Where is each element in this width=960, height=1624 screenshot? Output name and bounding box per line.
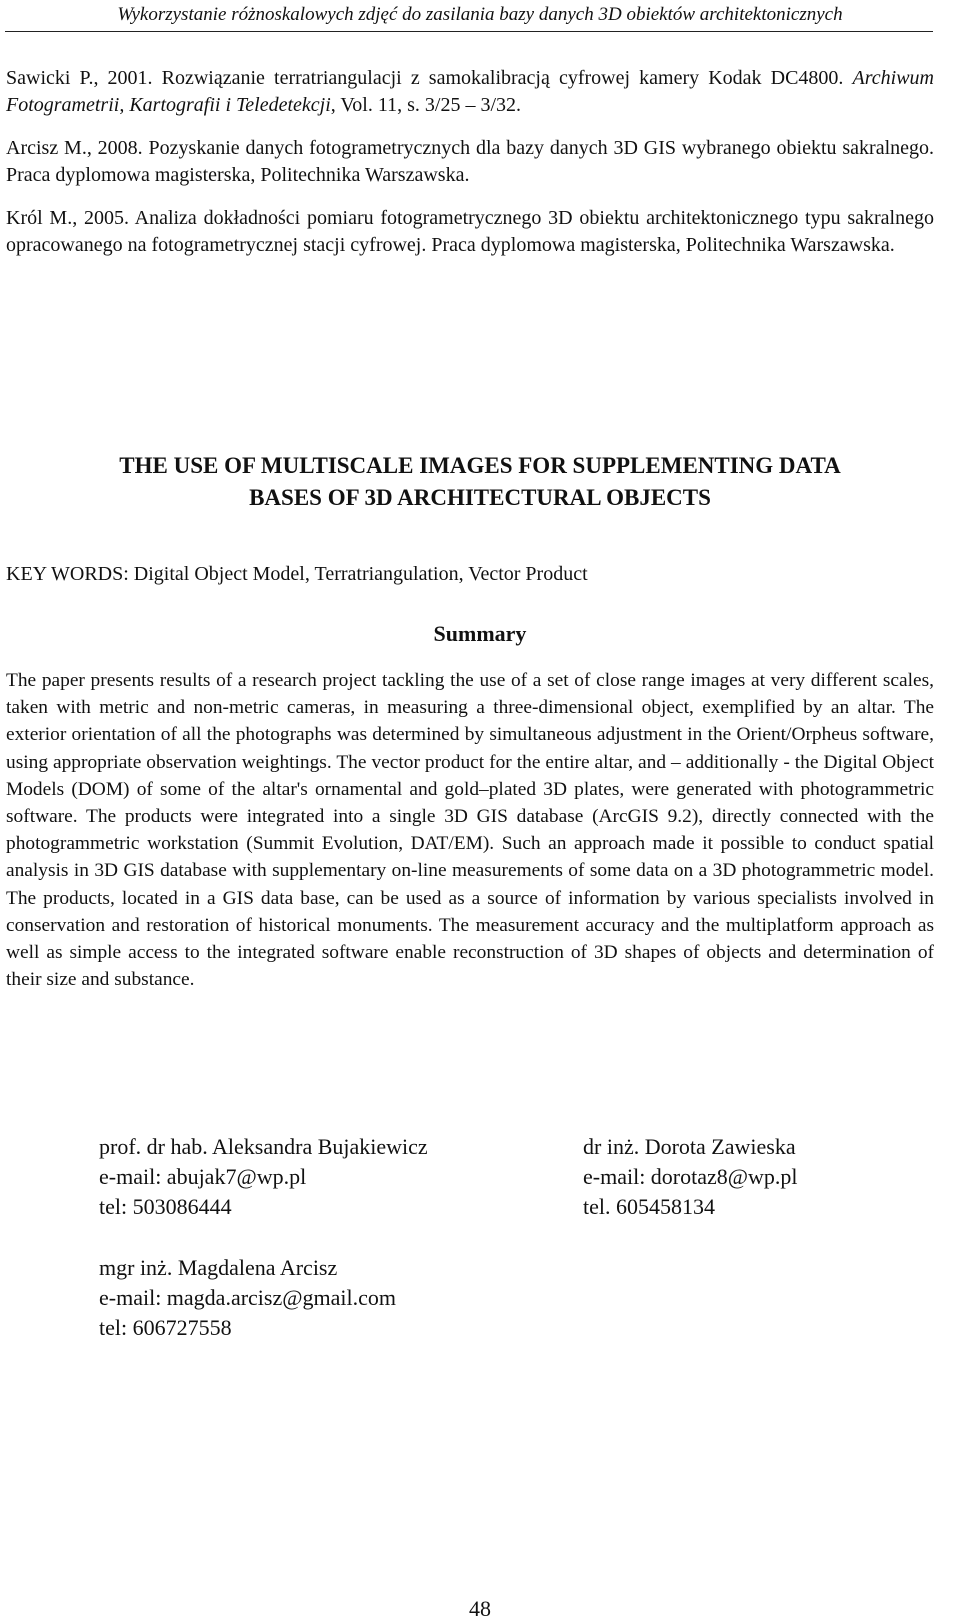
author-email: e-mail: dorotaz8@wp.pl (583, 1164, 798, 1189)
reference-list (6, 65, 934, 275)
author-name: prof. dr hab. Aleksandra Bujakiewicz (99, 1134, 428, 1159)
author-name: dr inż. Dorota Zawieska (583, 1134, 796, 1159)
running-header: Wykorzystanie różnoskalowych zdjęć do zasilania bazy danych 3D obiektów architektonicznych (117, 4, 843, 25)
author-contact (583, 1132, 798, 1222)
reference-text: Sawicki P., 2001. Rozwiązanie terratriangulacji z samokalibracją cyfrowej kamery Kodak DC4800. (6, 67, 853, 89)
author-name: mgr inż. Magdalena Arcisz (99, 1255, 338, 1280)
page-number: 48 (469, 1596, 491, 1621)
author-phone: tel: 503086444 (99, 1194, 232, 1219)
author-contact (99, 1253, 396, 1343)
author-contact (99, 1132, 428, 1222)
header-divider (5, 31, 933, 32)
reference-text: , Vol. 11, s. 3/25 – 3/32. (330, 94, 522, 116)
reference-item-arcisz: Arcisz M., 2008. Pozyskanie danych fotogrametrycznych dla bazy danych 3D GIS wybranego obiektu sakralnego. Praca dyplomowa magisterska, Politechnika Warszawska. (6, 137, 934, 186)
paper-title-line: THE USE OF MULTISCALE IMAGES FOR SUPPLEMENTING DATA (119, 453, 841, 478)
author-email: e-mail: magda.arcisz@gmail.com (99, 1285, 396, 1310)
summary-body: The paper presents results of a research project tackling the use of a set of close range images at very different scales, taken with metric and non-metric cameras, in measuring a three-dimensional object, exemplified by an altar. The exterior orientation of all the photographs was determined by simultaneous adjustment in the Orient/Orpheus software, using appropriate observation weightings. The vector product for the entire altar, and – additionally - the Digital Object Models (DOM) of some of the altar's ornamental and gold–plated 3D plates, were generated with photogrammetric software. The products were integrated into a single 3D GIS database (ArcGIS 9.2), directly connected with the photogrammetric workstation (Summit Evolution, DAT/EM). Such an approach made it possible to conduct spatial analysis in 3D GIS database with supplementary on-line measurements of some data on a 3D photogrammetric model. The products, located in a GIS data base, can be used as a source of information by various specialists involved in conservation and restoration of historical monuments. The measurement accuracy and the multiplatform approach as well as simple access to the integrated software enable reconstruction of 3D shapes of objects and determination of their size and substance. (6, 670, 934, 991)
summary-heading: Summary (433, 621, 527, 646)
keywords: KEY WORDS: Digital Object Model, Terratriangulation, Vector Product (6, 563, 588, 585)
paper-title-line: BASES OF 3D ARCHITECTURAL OBJECTS (249, 485, 711, 510)
reference-journal-title: Archiwum Fotogrametrii, Kartografii i Teledetekcji (6, 67, 934, 116)
author-phone: tel. 605458134 (583, 1194, 715, 1219)
author-phone: tel: 606727558 (99, 1315, 232, 1340)
author-email: e-mail: abujak7@wp.pl (99, 1164, 307, 1189)
reference-item-sawicki (6, 65, 934, 119)
paper-title (0, 450, 960, 514)
reference-item-krol: Król M., 2005. Analiza dokładności pomiaru fotogrametrycznego 3D obiektu architektonicznego typu sakralnego opracowanego na fotogrametrycznej stacji cyfrowej. Praca dyplomowa magisterska, Politechnika Warszawska. (6, 207, 934, 256)
